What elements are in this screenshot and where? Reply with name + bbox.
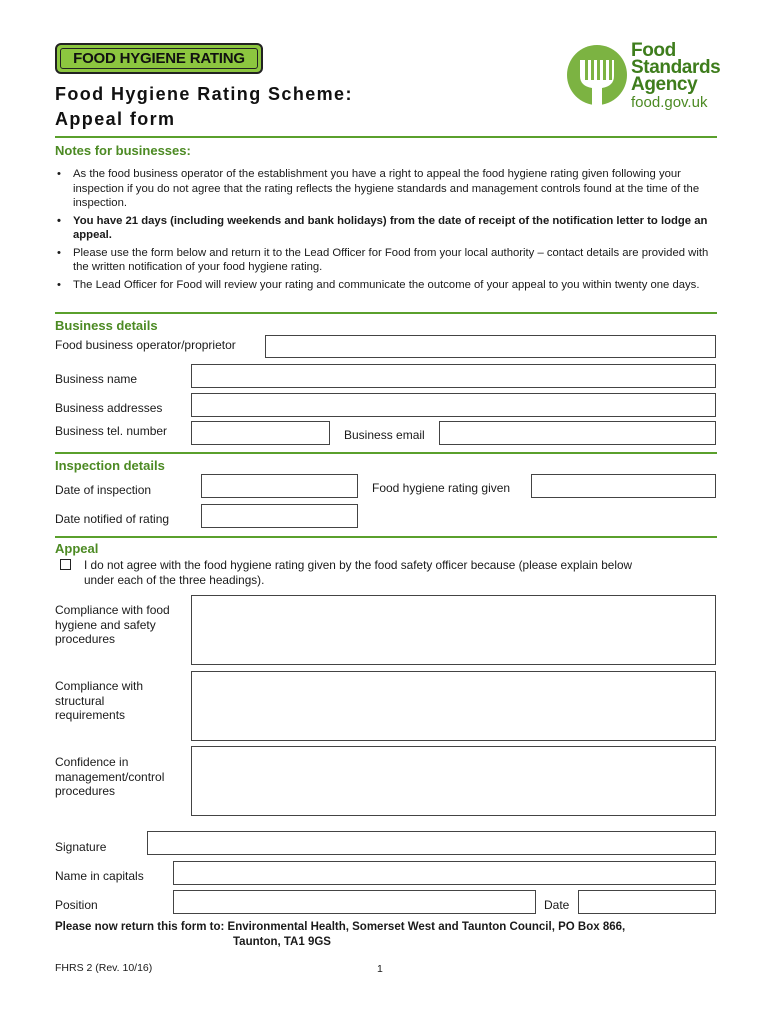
divider-inspection	[55, 452, 717, 454]
notes-list	[55, 167, 720, 295]
confidence-textarea[interactable]	[191, 746, 716, 816]
logo-line-food: Food	[631, 40, 676, 61]
business-email-input[interactable]	[439, 421, 716, 445]
business-email-label: Business email	[344, 428, 425, 442]
badge-text: FOOD HYGIENE RATING	[60, 48, 258, 69]
date-label: Date	[544, 898, 570, 912]
date-input[interactable]	[578, 890, 716, 914]
page-title-line1: Food Hygiene Rating Scheme:	[55, 84, 353, 104]
compliance-structural-textarea[interactable]	[191, 671, 716, 741]
operator-input[interactable]	[265, 335, 716, 358]
inspection-date-input[interactable]	[201, 474, 358, 498]
rating-given-label: Food hygiene rating given	[372, 481, 511, 495]
note-item: • Please use the form below and return it to the Lead Officer for Food from your local authority – contact details are provided with the written notification of your food hygiene rating.	[55, 246, 720, 275]
notes-heading: Notes for businesses:	[55, 143, 191, 158]
form-reference: FHRS 2 (Rev. 10/16)	[55, 962, 153, 974]
business-addresses-label: Business addresses	[55, 401, 163, 415]
date-notified-input[interactable]	[201, 504, 358, 528]
position-input[interactable]	[173, 890, 536, 914]
return-instructions	[55, 920, 715, 950]
business-tel-input[interactable]	[191, 421, 330, 445]
disagree-text-line1: I do not agree with the food hygiene rating given by the food safety officer because (please explain below	[84, 558, 633, 572]
name-capitals-input[interactable]	[173, 861, 716, 885]
return-line1: Please now return this form to: Environmental Health, Somerset West and Taunton Council, PO Box 866,	[55, 921, 626, 933]
page-number: 1	[377, 963, 383, 975]
operator-label: Food business operator/proprietor	[55, 338, 236, 352]
appeal-heading: Appeal	[55, 541, 99, 556]
business-tel-label: Business tel. number	[55, 424, 168, 438]
fsa-logo	[566, 42, 726, 114]
inspection-date-label: Date of inspection	[55, 483, 152, 497]
rating-given-input[interactable]	[531, 474, 716, 498]
business-name-input[interactable]	[191, 364, 716, 388]
page-title-line2: Appeal form	[55, 109, 176, 129]
position-label: Position	[55, 898, 98, 912]
confidence-label: Confidence in management/control procedures	[55, 755, 165, 798]
compliance-hygiene-textarea[interactable]	[191, 595, 716, 665]
fsa-fork-icon	[566, 42, 628, 108]
signature-input[interactable]	[147, 831, 716, 855]
return-line2: Taunton, TA1 9GS	[233, 936, 331, 948]
business-heading: Business details	[55, 318, 158, 333]
inspection-heading: Inspection details	[55, 458, 165, 473]
logo-line-agency: Agency	[631, 74, 698, 95]
disagree-text-line2: under each of the three headings).	[84, 573, 265, 587]
date-notified-label: Date notified of rating	[55, 512, 170, 526]
logo-line-standards: Standards	[631, 57, 721, 78]
divider-top	[55, 136, 717, 138]
note-item: • You have 21 days (including weekends and bank holidays) from the date of receipt of the notification letter to lodge an appeal.	[55, 214, 720, 243]
compliance-hygiene-label: Compliance with food hygiene and safety procedures	[55, 603, 170, 646]
food-hygiene-rating-badge	[55, 43, 263, 74]
signature-label: Signature	[55, 840, 107, 854]
divider-business	[55, 312, 717, 314]
business-name-label: Business name	[55, 372, 138, 386]
divider-appeal	[55, 536, 717, 538]
compliance-structural-label: Compliance with structural requirements	[55, 679, 144, 722]
disagree-checkbox[interactable]	[60, 559, 71, 570]
name-capitals-label: Name in capitals	[55, 869, 144, 883]
note-item: • As the food business operator of the establishment you have a right to appeal the food hygiene rating given following your inspection if you do not agree that the rating reflects the hygiene standards and management controls found at the time of the inspection.	[55, 167, 720, 211]
business-addresses-input[interactable]	[191, 393, 716, 417]
logo-url: food.gov.uk	[631, 94, 708, 111]
note-item: • The Lead Officer for Food will review your rating and communicate the outcome of your appeal to you within twenty one days.	[55, 278, 720, 293]
